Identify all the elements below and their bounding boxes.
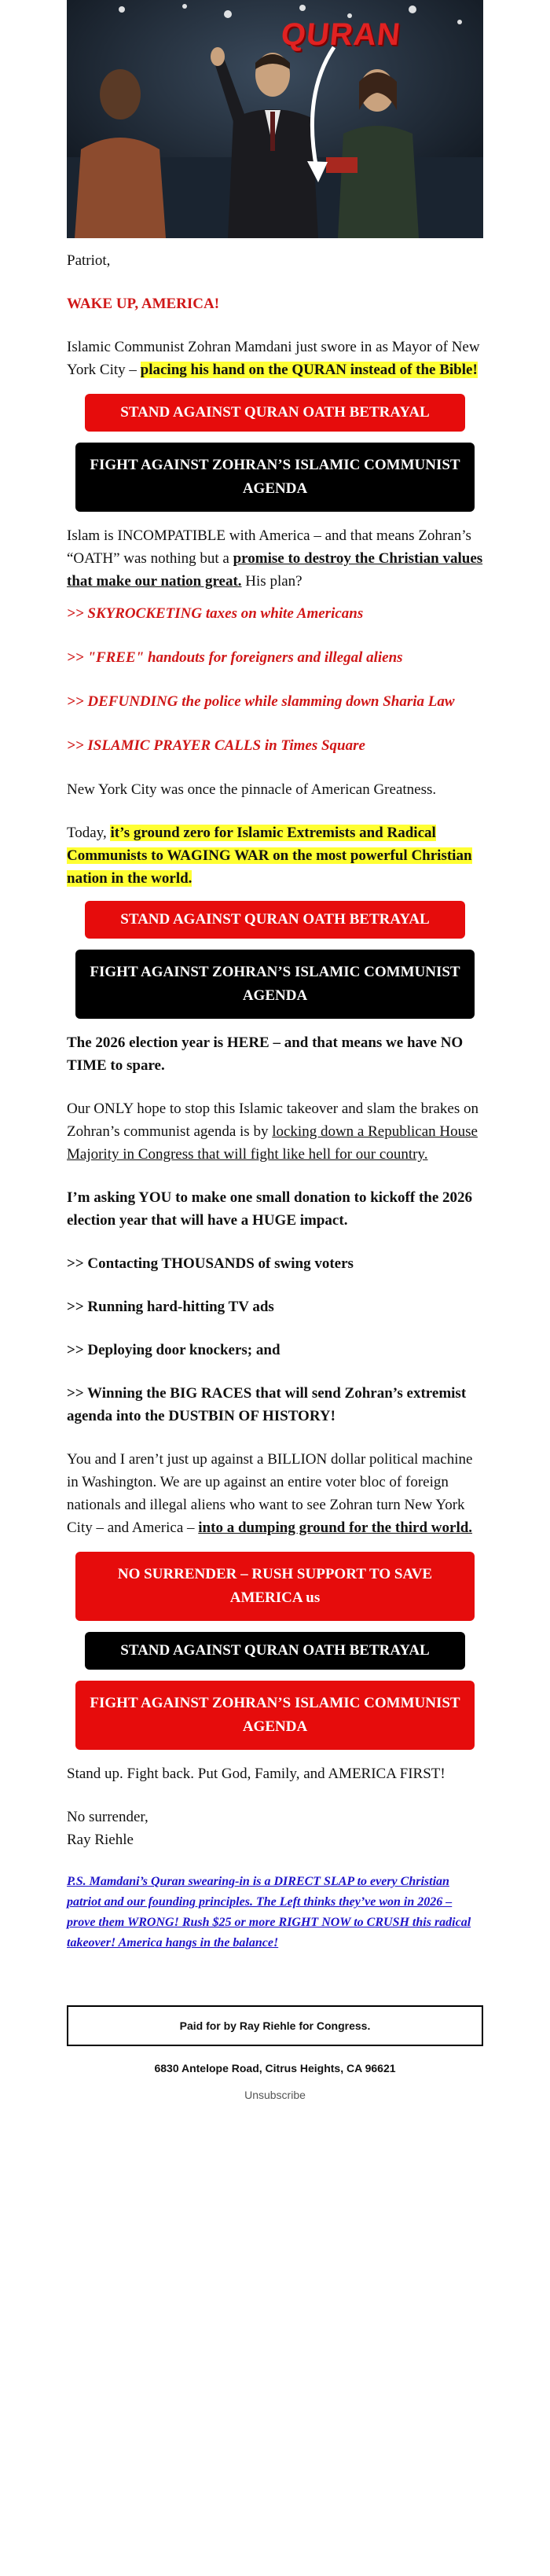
intro-text: Islamic Communist Zohran Mamdani just swore in as Mayor of New York City – [67,339,480,378]
action-item-big-races: >> Winning the BIG RACES that will send Zohran’s extremist agenda into the DUSTBIN OF HISTORY! [67,1385,467,1424]
signature: Ray Riehle [67,1832,134,1848]
hero-photo-illustration [67,0,483,238]
stand-against-quran-oath-button-3[interactable]: STAND AGAINST QURAN OATH BETRAYAL [85,1632,465,1670]
today-paragraph [67,821,483,890]
intro-highlight: placing his hand on the QURAN instead of the Bible! [140,362,478,378]
headline: WAKE UP, AMERICA! [67,296,220,312]
action-item-swing-voters: >> Contacting THOUSANDS of swing voters [67,1255,354,1272]
donation-ask-paragraph: I’m asking YOU to make one small donation to kickoff the 2026 election year that will have a HUGE impact. [67,1189,473,1229]
mailing-address: 6830 Antelope Road, Citrus Heights, CA 96621 [154,2062,396,2074]
nyc-greatness-paragraph: New York City was once the pinnacle of American Greatness. [67,781,437,798]
action-item-door-knockers: >> Deploying door knockers; and [67,1342,280,1358]
intro-paragraph [67,336,483,381]
plan-item-taxes: >> SKYROCKETING taxes on white Americans [67,605,364,622]
house-majority-link[interactable]: locking down a Republican House Majority in Congress that will fight like hell for our country. [67,1123,478,1163]
plan-item-prayer-calls: >> ISLAMIC PRAYER CALLS in Times Square [67,737,365,754]
fight-islamic-communist-agenda-button[interactable]: FIGHT AGAINST ZOHRAN’S ISLAMIC COMMUNIST AGENDA [75,443,475,512]
incompatible-paragraph [67,524,483,593]
fight-islamic-communist-agenda-button-3[interactable]: FIGHT AGAINST ZOHRAN’S ISLAMIC COMMUNIST AGENDA [75,1681,475,1750]
plan-item-defunding: >> DEFUNDING the police while slamming down Sharia Law [67,693,455,710]
only-hope-text: Our ONLY hope to stop this Islamic takeover and slam the brakes on Zohran’s communist agenda is by [67,1101,478,1140]
hero-quran-label: QURAN [279,17,403,52]
incompatible-text-end: His plan? [241,573,302,590]
stand-against-quran-oath-button-2[interactable]: STAND AGAINST QURAN OATH BETRAYAL [85,901,465,939]
ps-donation-link[interactable]: P.S. Mamdani’s Quran swearing-in is a DIRECT SLAP to every Christian patriot and our founding principles. The Left thinks they’ve won in 2026 – prove them WRONG! Rush $25 or more RIGHT NOW to CRUSH this radical takeover! America hangs in the balance! [67,1875,471,1949]
incompatible-text: Islam is INCOMPATIBLE with America – and that means Zohran’s “OATH” was nothing but a [67,527,471,567]
billion-dollar-paragraph [67,1448,483,1539]
plan-item-handouts: >> "FREE" handouts for foreigners and illegal aliens [67,649,403,666]
today-highlight: it’s ground zero for Islamic Extremists and Radical Communists to WAGING WAR on the most powerful Christian nation in the world. [67,825,472,887]
election-year-paragraph: The 2026 election year is HERE – and that means we have NO TIME to spare. [67,1034,464,1074]
destroy-values-link[interactable]: promise to destroy the Christian values that make our nation great. [67,550,483,590]
greeting: Patriot, [67,252,111,269]
dumping-ground-link[interactable]: into a dumping ground for the third world. [198,1520,473,1536]
only-hope-paragraph [67,1097,483,1166]
today-text: Today, [67,825,111,841]
fight-islamic-communist-agenda-button-2[interactable]: FIGHT AGAINST ZOHRAN’S ISLAMIC COMMUNIST AGENDA [75,950,475,1019]
unsubscribe-link[interactable]: Unsubscribe [244,2089,306,2101]
hero-image [67,0,483,238]
email-content [67,238,483,1953]
billion-dollar-text: You and I aren’t just up against a BILLION dollar political machine in Washington. We are up against an entire voter bloc of foreign nationals and illegal aliens who want to see Zohran turn New York City – and America – [67,1451,473,1536]
signoff-line: No surrender, [67,1809,148,1825]
action-item-tv-ads: >> Running hard-hitting TV ads [67,1299,274,1315]
stand-up-paragraph: Stand up. Fight back. Put God, Family, and AMERICA FIRST! [67,1766,446,1782]
paid-for-disclaimer: Paid for by Ray Riehle for Congress. [67,2005,483,2046]
stand-against-quran-oath-button[interactable]: STAND AGAINST QURAN OATH BETRAYAL [85,394,465,432]
no-surrender-rush-support-button[interactable]: NO SURRENDER – RUSH SUPPORT TO SAVE AMERICA us [75,1552,475,1621]
